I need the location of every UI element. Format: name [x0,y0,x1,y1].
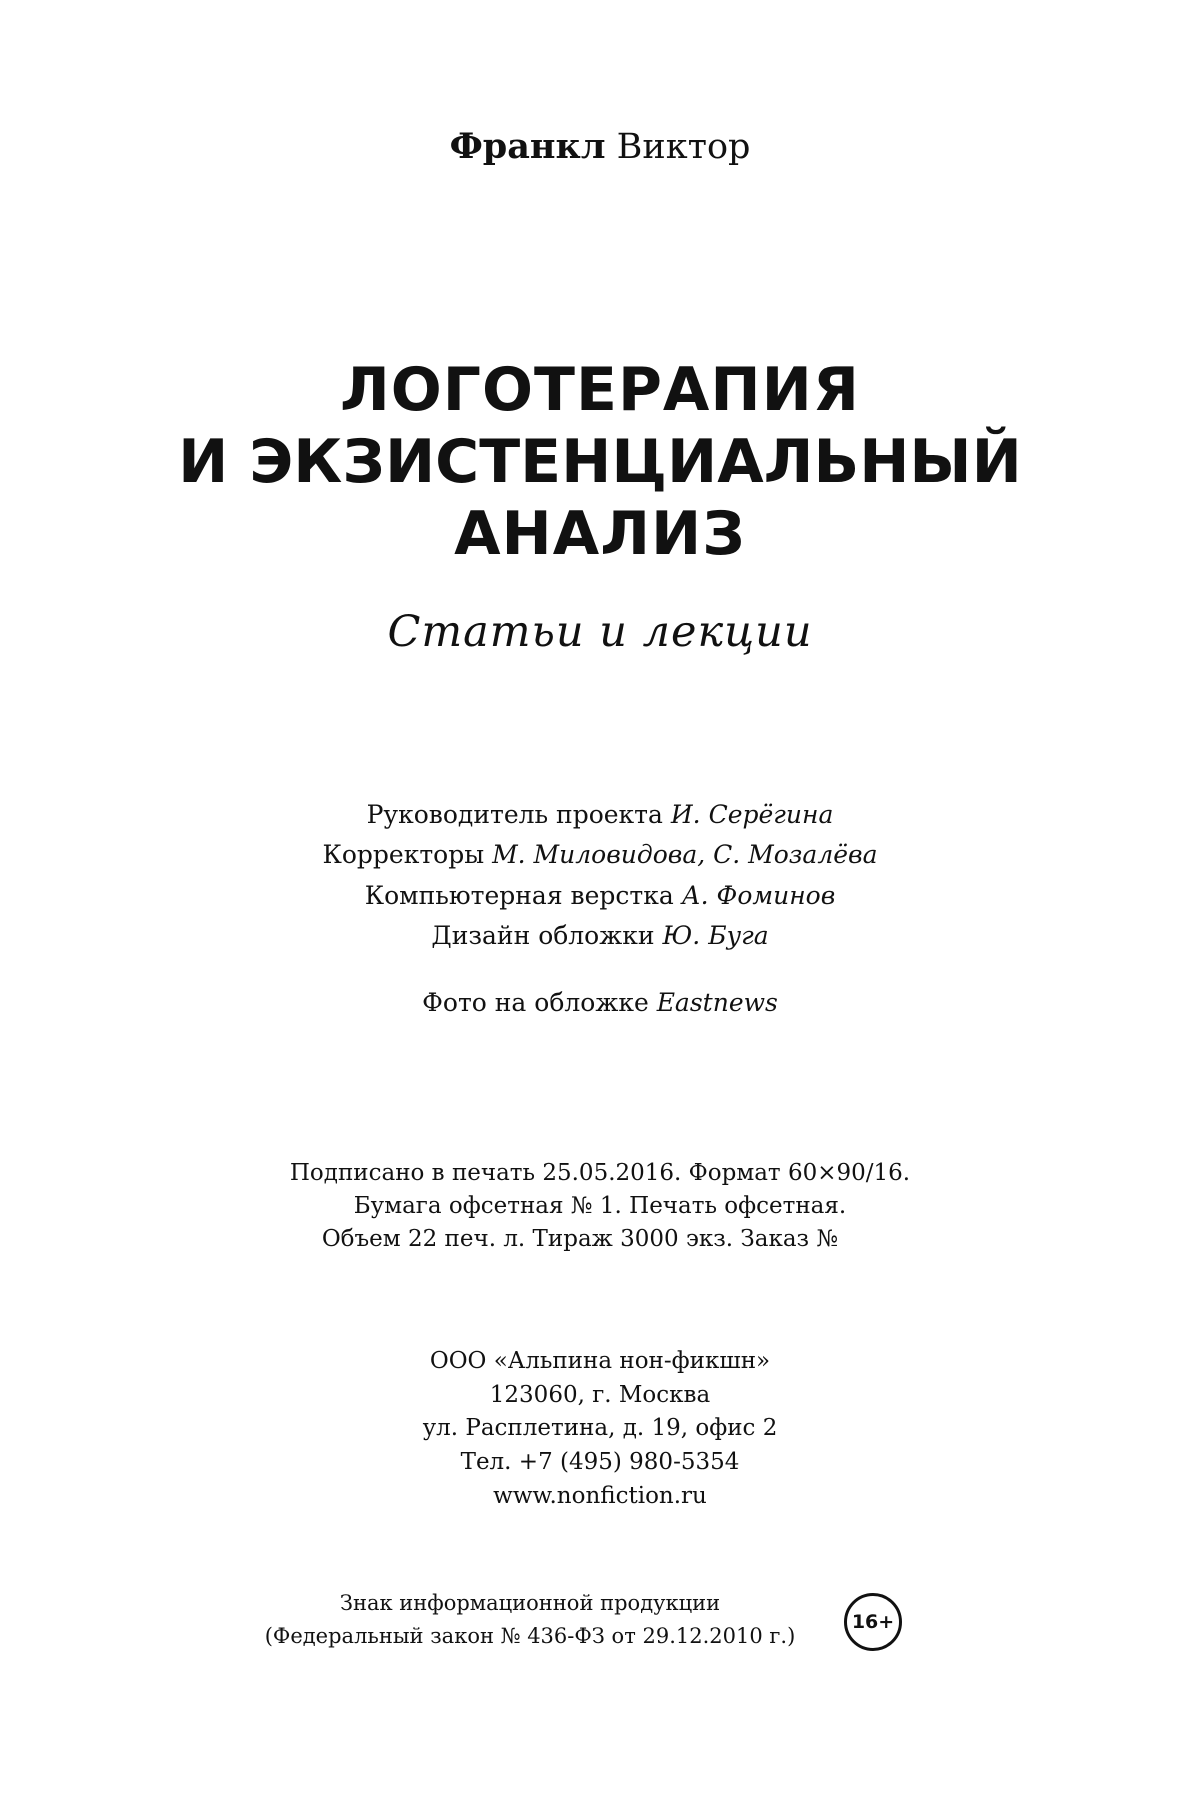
credit-person: М. Миловидова, С. Мозалёва [492,840,878,869]
book-title-line-2: И ЭКЗИСТЕНЦИАЛЬНЫЙ [178,427,1022,497]
credit-role: Руководитель проекта [366,800,663,829]
credit-role: Корректоры [322,840,485,869]
age-rating-badge: 16+ [844,1593,902,1651]
credit-line [0,840,1200,869]
credit-person: А. Фоминов [681,881,836,910]
author-first-name: Виктор [616,127,751,167]
print-info-line: Подписано в печать 25.05.2016. Формат 60×90/16. [289,1160,911,1186]
author-name [0,126,1200,167]
credit-line [0,881,1200,910]
credit-role: Компьютерная верстка [364,881,674,910]
photo-credit [0,988,1200,1017]
credit-line [0,800,1200,829]
book-title-line-3: АНАЛИЗ [454,499,746,569]
book-title-line-1: ЛОГОТЕРАПИЯ [339,355,861,425]
photo-credit-source: Eastnews [656,988,778,1017]
photo-credit-label: Фото на обложке [422,988,657,1017]
credit-line [0,921,1200,950]
print-info-line: Бумага офсетная № 1. Печать офсетная. [353,1193,847,1219]
publisher-name: ООО «Альпина нон-фикшн» [429,1348,771,1374]
publisher-street: ул. Расплетина, д. 19, офис 2 [422,1415,778,1441]
info-sign-law: (Федеральный закон № 436-ФЗ от 29.12.2010 г.) [264,1624,796,1648]
publisher-postal-code: 123060, г. Москва [489,1382,711,1408]
info-sign-label: Знак информационной продукции [339,1591,721,1615]
credit-person: И. Серёгина [670,800,834,829]
book-subtitle: Статьи и лекции [387,607,813,657]
publisher-website: www.nonfiction.ru [493,1483,707,1509]
print-info-line: Объем 22 печ. л. Тираж 3000 экз. Заказ № [321,1226,839,1252]
publisher-phone: Тел. +7 (495) 980-5354 [460,1449,740,1475]
credit-role: Дизайн обложки [431,921,655,950]
author-last-name: Франкл [449,126,606,167]
credit-person: Ю. Буга [662,921,769,950]
